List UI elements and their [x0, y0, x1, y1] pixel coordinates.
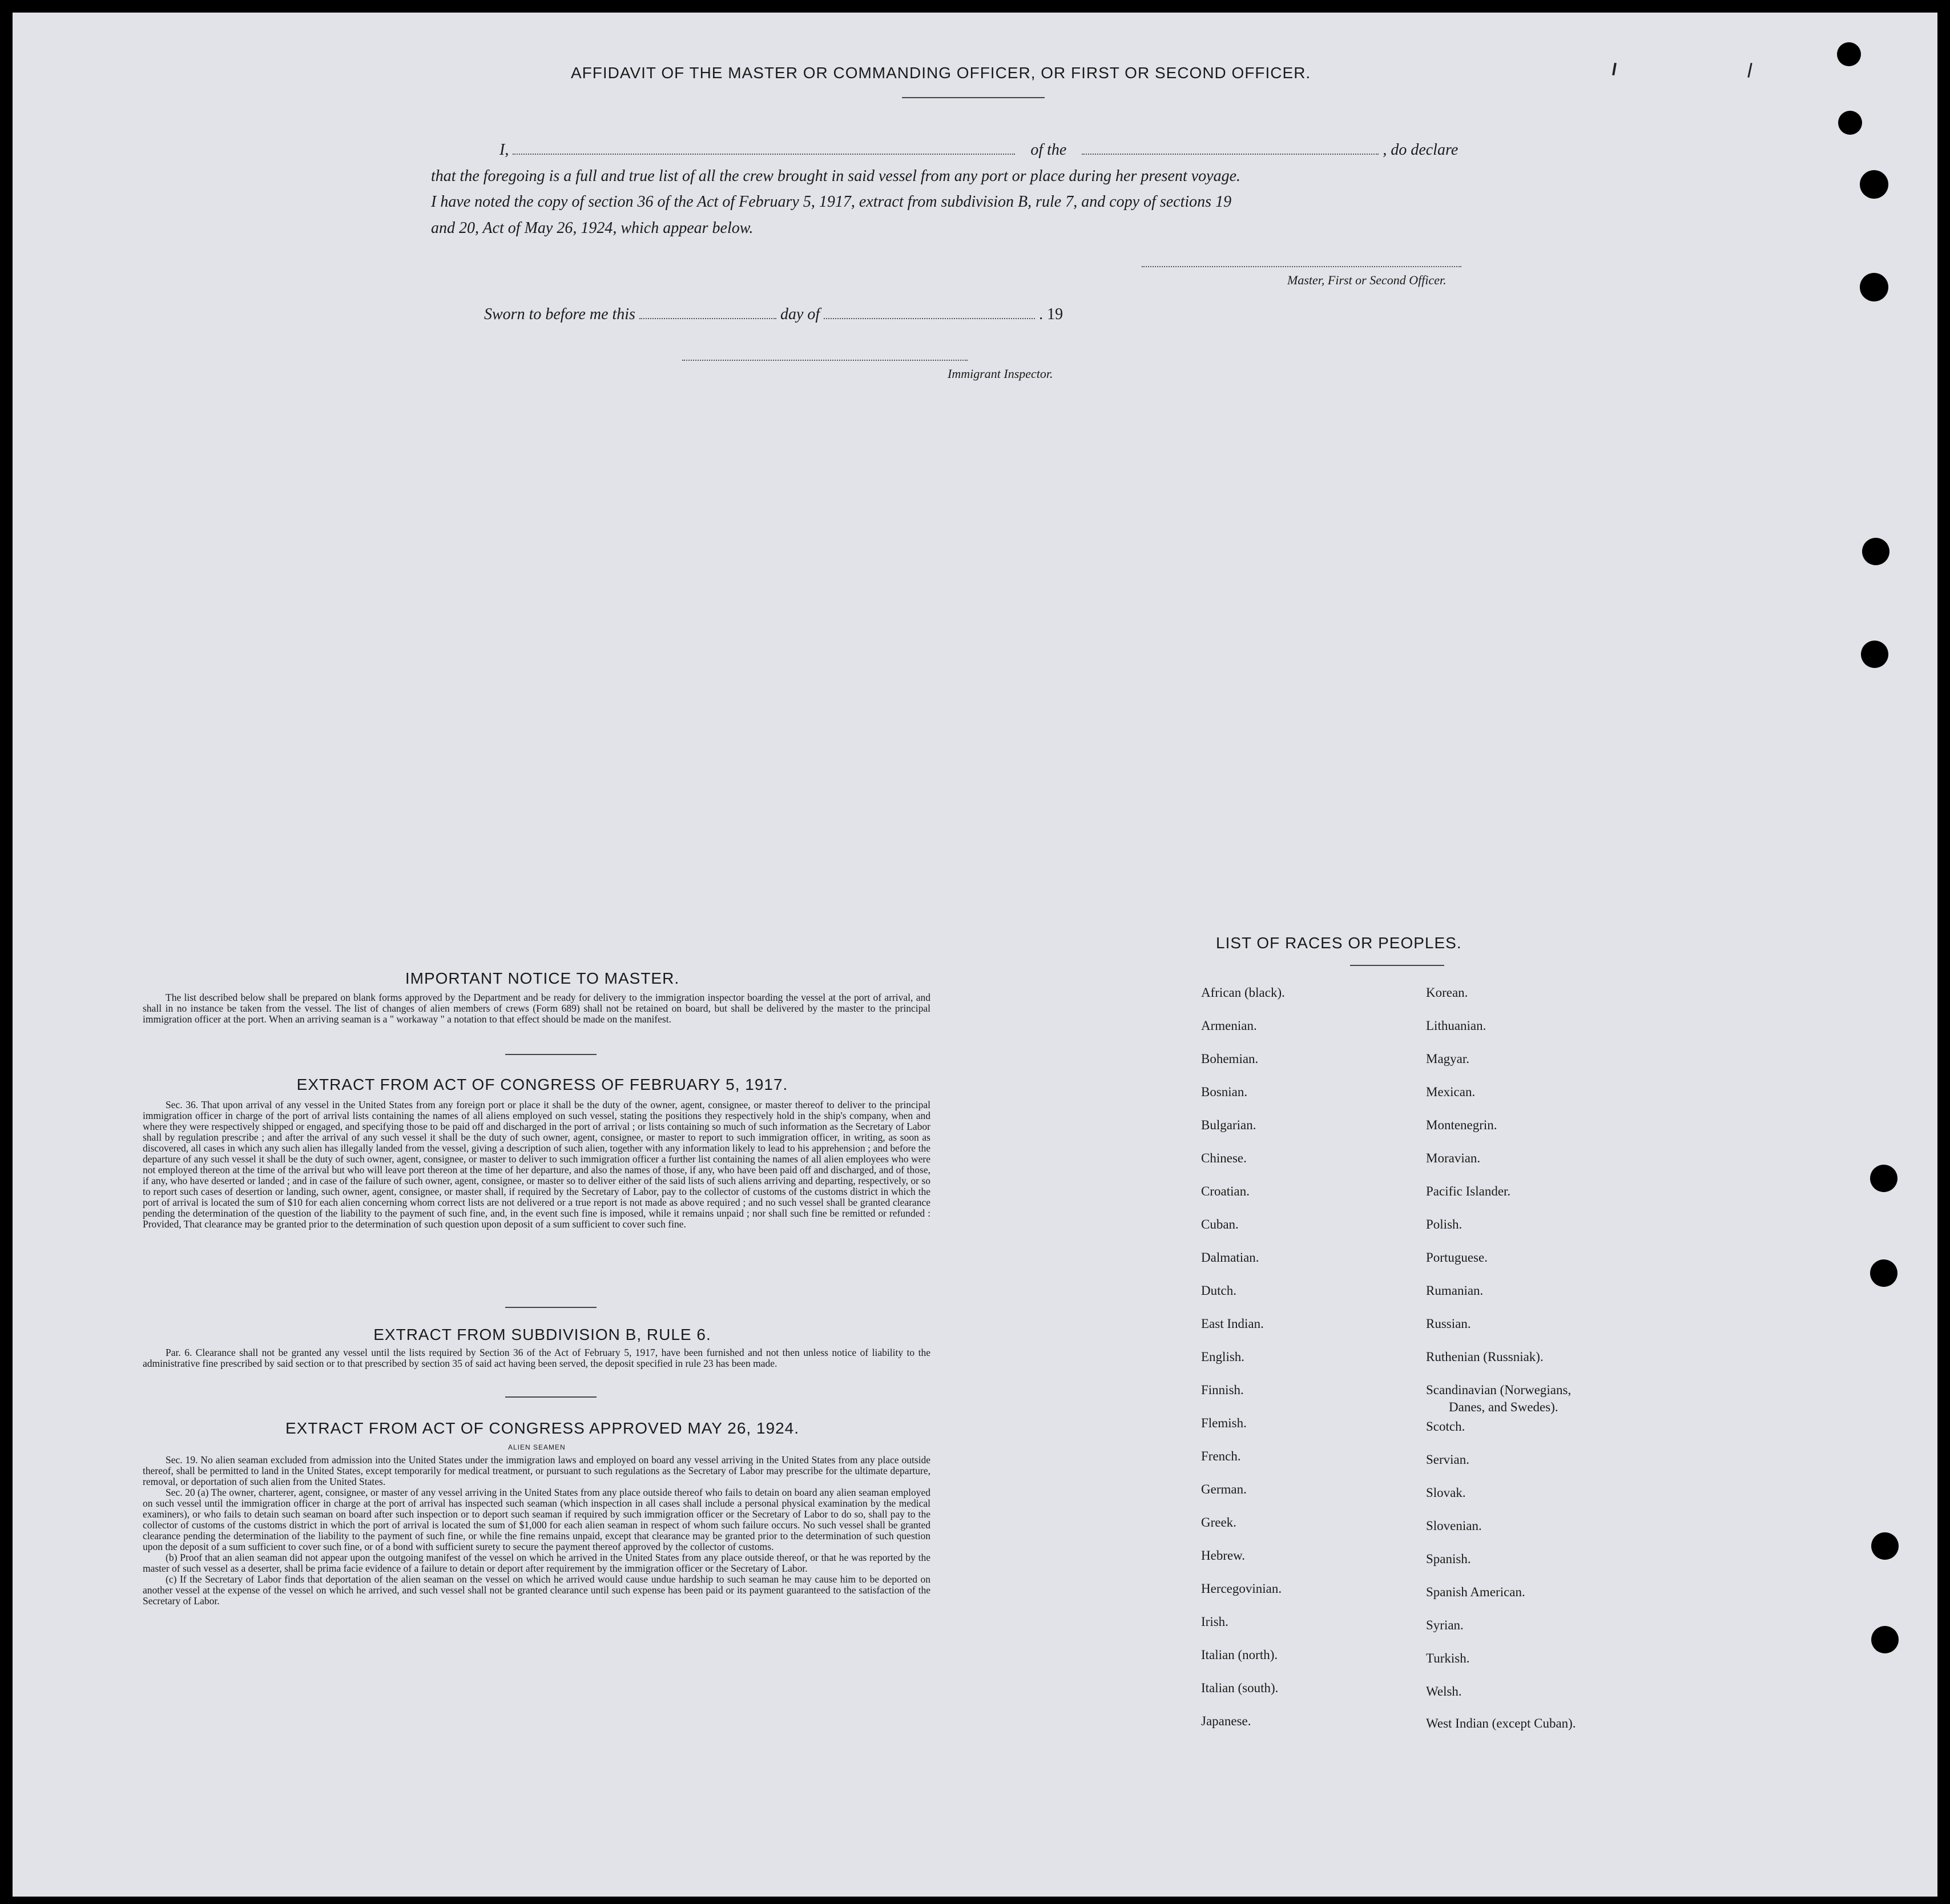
race-item: Spanish American.: [1426, 1585, 1525, 1599]
race-item: Irish.: [1201, 1615, 1228, 1629]
vessel-blank[interactable]: [1082, 154, 1379, 155]
sec19-paragraph: Sec. 19. No alien seaman excluded from admission into the United States under the immigration laws and employed on board any vessel arriving in the United States from any place outside thereof, shall be permitted to land in the United States, except temporarily for medical treatment, or pursuant to such regulations as the Secretary of Labor may prescribe for the ultimate departure, removal, or deportation of such alien from the United States.: [143, 1454, 930, 1487]
race-item: Ruthenian (Russniak).: [1426, 1350, 1544, 1364]
sworn-day-of: day of: [780, 305, 820, 323]
master-label: Master, First or Second Officer.: [1287, 273, 1447, 287]
binder-hole: [1871, 1626, 1899, 1653]
title-rule: [902, 97, 1045, 98]
race-item: Welsh.: [1426, 1684, 1462, 1698]
race-item: Italian (south).: [1201, 1681, 1279, 1695]
race-item: Hercegovinian.: [1201, 1581, 1282, 1596]
sworn-year: . 19: [1039, 305, 1063, 323]
race-item: Rumanian.: [1426, 1283, 1484, 1298]
binder-hole: [1860, 170, 1888, 199]
race-item: Finnish.: [1201, 1383, 1244, 1397]
race-item: Slovenian.: [1426, 1519, 1482, 1533]
race-item: Armenian.: [1201, 1019, 1257, 1033]
declaration-line-3: I have noted the copy of section 36 of the Act of February 5, 1917, extract from subdivision B, rule 7, and copy of sections 19: [431, 193, 1232, 211]
race-item: Bulgarian.: [1201, 1118, 1256, 1132]
race-item: West Indian (except Cuban).: [1426, 1716, 1576, 1730]
race-item: Flemish.: [1201, 1416, 1247, 1430]
race-item: East Indian.: [1201, 1317, 1264, 1331]
extract-1917-text: [143, 1100, 930, 1230]
binder-hole: [1871, 1532, 1899, 1560]
declaration-declare: , do declare: [1383, 141, 1459, 159]
sworn-month-blank[interactable]: [824, 318, 1035, 319]
race-item: English.: [1201, 1350, 1245, 1364]
race-item: Montenegrin.: [1426, 1118, 1497, 1132]
race-item: Korean.: [1426, 985, 1468, 1000]
notice-paragraph: The list described below shall be prepared on blank forms approved by the Department and be ready for delivery to the immigration inspector boarding the vessel at the port of arrival, and shall in no instance be taken from the vessel. The list of changes of alien members of crews (Form 689) shall not be retained on board, but shall be delivered by the master to the principal immigration officer at the port. When an arriving seaman is a " workaway " a notation to that effect should be made on the manifest.: [143, 992, 930, 1025]
divider: [505, 1054, 597, 1055]
race-item: Scandinavian (Norwegians,: [1426, 1383, 1572, 1397]
alien-seamen-subtitle: ALIEN SEAMEN: [508, 1443, 566, 1451]
race-item: Dutch.: [1201, 1283, 1236, 1298]
binder-hole: [1837, 42, 1861, 66]
sworn-day-blank[interactable]: [639, 318, 776, 319]
notice-text: [143, 992, 930, 1025]
divider: [505, 1396, 597, 1398]
extract-1924-text: [143, 1455, 930, 1607]
race-item: Lithuanian.: [1426, 1019, 1486, 1033]
binder-hole: [1870, 1259, 1897, 1287]
race-item: Scotch.: [1426, 1419, 1465, 1434]
race-item: Dalmatian.: [1201, 1250, 1259, 1265]
race-item: Spanish.: [1426, 1552, 1471, 1566]
sec20c-paragraph: (c) If the Secretary of Labor finds that deportation of the alien seaman on the vessel on which he arrived would cause undue hardship to such seaman he may cause him to be deported on another vessel at the expense of the vessel on which he arrived, and such vessel shall not be granted clearance until such expense has been paid or its payment guaranteed to the satisfaction of the Secretary of Labor.: [143, 1573, 930, 1607]
binder-hole: [1861, 641, 1888, 668]
race-item: Chinese.: [1201, 1151, 1247, 1165]
sec20a-paragraph: Sec. 20 (a) The owner, charterer, agent, consignee, or master of any vessel arriving in the United States from any place outside thereof who fails to detain on board any alien seaman employed on such vessel until the immigration officer in charge at the port of arrival has inspected such seaman (which inspection in all cases shall include a personal physical examination by the medical examiners), or who fails to detain such seaman on board after such inspection or to deport such seaman if required by such immigration officer or the Secretary of Labor to do so, shall pay to the collector of customs of the customs district in which the port of arrival is located the sum of $1,000 for each alien seaman in respect of whom such failure occurs. No such vessel shall be granted clearance pending the determination of the liability to the payment of such fine, or while the fine remains unpaid, except that clearance may be granted prior to the determination of such question upon the deposit of a sum sufficient to cover such fine, or of a bond with sufficient surety to secure the payment thereof approved by the collector of customs.: [143, 1487, 930, 1552]
declaration-line-4: and 20, Act of May 26, 1924, which appear below.: [431, 219, 754, 237]
notice-title: IMPORTANT NOTICE TO MASTER.: [405, 969, 680, 987]
declaration-i: I,: [499, 141, 509, 159]
binder-hole: [1838, 111, 1862, 135]
race-item: Slovak.: [1426, 1486, 1466, 1500]
declaration-line-2: that the foregoing is a full and true list of all the crew brought in said vessel from any port or place during her present voyage.: [431, 167, 1241, 185]
race-item: German.: [1201, 1482, 1247, 1496]
race-item: Mexican.: [1426, 1085, 1476, 1099]
binder-hole: [1870, 1165, 1897, 1192]
races-title-rule: [1350, 965, 1444, 966]
race-item: Moravian.: [1426, 1151, 1481, 1165]
binder-hole: [1862, 538, 1889, 565]
extract-1917-title: EXTRACT FROM ACT OF CONGRESS OF FEBRUARY 5, 1917.: [296, 1076, 788, 1093]
race-item: Servian.: [1426, 1452, 1470, 1467]
race-item: Italian (north).: [1201, 1648, 1278, 1662]
sworn-line: [484, 301, 1169, 328]
document-page: [13, 13, 1937, 1897]
race-item: Turkish.: [1426, 1651, 1470, 1665]
sec20b-paragraph: (b) Proof that an alien seaman did not appear upon the outgoing manifest of the vessel on which he arrived in the United States from any place outside thereof, or that he was reported by the master of such vessel as a deserter, shall be prima facie evidence of a failure to detain or deport after requirement by the immigration officer or the Secretary of Labor.: [143, 1552, 930, 1574]
race-item: African (black).: [1201, 985, 1285, 1000]
race-item: Russian.: [1426, 1317, 1471, 1331]
sworn-prefix: Sworn to before me this: [484, 305, 635, 323]
inspector-signature-line[interactable]: [682, 360, 968, 361]
affidavit-title: AFFIDAVIT OF THE MASTER OR COMMANDING OFFICER, OR FIRST OR SECOND OFFICER.: [571, 64, 1311, 82]
rule6-text: [143, 1347, 930, 1369]
races-title: LIST OF RACES OR PEOPLES.: [1216, 934, 1462, 952]
rule6-paragraph: Par. 6. Clearance shall not be granted any vessel until the lists required by Section 36 of the Act of February 5, 1917, have been furnished and not then unless notice of liability to the administrative fine prescribed by said section or to that prescribed by section 35 of said act having been served, the deposit specified in rule 23 has been made.: [143, 1347, 930, 1369]
race-item: Magyar.: [1426, 1052, 1470, 1066]
race-item: Hebrew.: [1201, 1548, 1246, 1563]
race-item: French.: [1201, 1449, 1241, 1463]
race-item-continuation: Danes, and Swedes).: [1449, 1400, 1558, 1414]
race-item: Cuban.: [1201, 1217, 1239, 1231]
inspector-label: Immigrant Inspector.: [948, 367, 1053, 381]
master-signature-line[interactable]: [1142, 266, 1461, 267]
name-blank[interactable]: [513, 154, 1015, 155]
race-item: Croatian.: [1201, 1184, 1250, 1198]
race-item: Greek.: [1201, 1515, 1236, 1529]
declaration-line-1: [431, 137, 1501, 163]
race-item: Pacific Islander.: [1426, 1184, 1511, 1198]
declaration-of-the: of the: [1030, 141, 1067, 159]
binder-hole: [1860, 273, 1888, 301]
race-item: Japanese.: [1201, 1714, 1251, 1728]
race-item: Polish.: [1426, 1217, 1462, 1231]
race-item: Syrian.: [1426, 1618, 1464, 1632]
extract-1924-title: EXTRACT FROM ACT OF CONGRESS APPROVED MAY 26, 1924.: [285, 1419, 800, 1437]
extract-1917-paragraph: Sec. 36. That upon arrival of any vessel in the United States from any foreign port or place it shall be the duty of the owner, agent, consignee, or master thereof to deliver to the principal immigration officer in charge of the port of arrival lists containing the names of all aliens employed on such vessel, stating the positions they respectively hold in the ship's company, when and where they were respectively shipped or engaged, and specifying those to be paid off and discharged in the port of arrival ; or lists containing so much of such information as the Secretary of Labor shall by regulation prescribe ; and after the arrival of any such vessel it shall be the duty of such owner, agent, consignee, or master to report to such immigration officer, in writing, as soon as discovered, all cases in which any such alien has illegally landed from the vessel, giving a description of such alien, together with any information likely to lead to his apprehension ; and before the departure of any such vessel it shall be the duty of such owner, agent, consignee, or master to deliver to such immigration officer a further list containing the names of all alien employees who were not employed thereon at the time of the arrival but who will leave port thereon at the time of her departure, and also the names of those, if any, who have been paid off and discharged, and of those, if any, who have deserted or landed ; and in case of the failure of such owner, agent, consignee, or master so to deliver either of the said lists of such aliens arriving and departing, respectively, or so to report such cases of desertion or landing, such owner, agent, consignee, or master shall, if required by the Secretary of Labor, pay to the collector of customs of the customs district in which the port of arrival is located the sum of $10 for each alien concerning whom correct lists are not delivered or a true report is not made as above required ; and no such vessel shall be granted clearance pending the determination of the question of the liability to the payment of such fine, and, in the event such fine is imposed, while it remains unpaid ; nor shall such fine be remitted or refunded : Provided, That clearance may be granted prior to the determination of such question upon deposit of a sum sufficient to cover such fine.: [143, 1099, 930, 1230]
race-item: Portuguese.: [1426, 1250, 1488, 1265]
rule6-title: EXTRACT FROM SUBDIVISION B, RULE 6.: [373, 1326, 711, 1343]
divider: [505, 1307, 597, 1308]
race-item: Bosnian.: [1201, 1085, 1248, 1099]
race-item: Bohemian.: [1201, 1052, 1259, 1066]
